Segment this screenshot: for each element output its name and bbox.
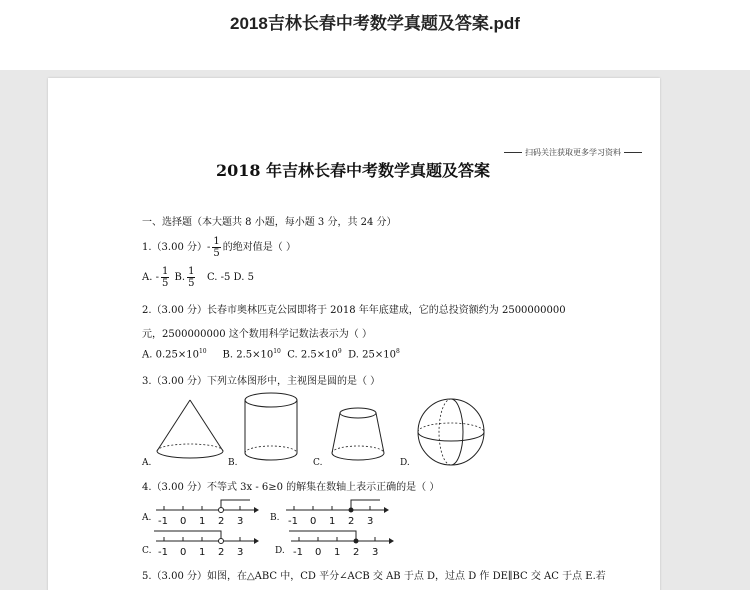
question-3: 3.（3.00 分）下列立体图形中，主视图是圆的是（ ） [142, 376, 381, 387]
question-1 [142, 236, 296, 259]
question-1-options [142, 266, 254, 289]
q1-option-a-fraction [161, 266, 169, 289]
number-line-d-tick-0: 0 [315, 547, 322, 558]
number-line-b-tick-0: 0 [310, 516, 317, 527]
q1-fraction [212, 236, 220, 259]
number-line-d-tick-3: 3 [372, 547, 379, 558]
q1-option-a: A. - [142, 272, 159, 283]
q1-option-a-denominator: 5 [161, 278, 169, 289]
number-line-d-tick-1: 1 [334, 547, 341, 558]
q1-option-a-numerator: 1 [161, 266, 169, 277]
q3-option-b-letter: B. [228, 458, 238, 468]
q2-option-b-exponent: 10 [273, 348, 281, 355]
q1-option-b-numerator: 1 [188, 266, 195, 277]
document-title: 2018 年吉林长春中考数学真题及答案 [215, 161, 491, 180]
q2-option-d-exponent: 8 [395, 348, 400, 355]
q4-option-c-letter: C. [142, 546, 152, 556]
question-4: 4.（3.00 分）不等式 3x - 6≥0 的解集在数轴上表示正确的是（ ） [142, 482, 440, 493]
q3-option-c-letter: C. [313, 458, 323, 468]
number-line-c-tick-2: 2 [218, 547, 225, 558]
number-line-a-tick-1: 1 [199, 516, 206, 527]
q2-option-a: A. 0.25×10 [142, 349, 199, 361]
q3-option-d-letter: D. [400, 458, 410, 468]
q4-option-a-letter: A. [142, 513, 152, 523]
frustum-figure [325, 403, 391, 465]
question-2-line-1: 2.（3.00 分）长春市奥林匹克公园即将于 2018 年年底建成，它的总投资额约为 2500000000 [142, 305, 566, 316]
q2-option-a-exponent: 10 [198, 348, 207, 355]
viewer-header [0, 0, 750, 70]
cylinder-figure [238, 390, 304, 466]
q1-minus: - [207, 242, 211, 253]
number-line-d [285, 527, 395, 561]
number-line-a [150, 496, 260, 530]
number-line-a-tick-2: 2 [218, 516, 225, 527]
section-heading: 一、选择题（本大题共 8 小题，每小题 3 分，共 24 分） [142, 217, 397, 228]
q2-option-c-exponent: 9 [337, 348, 342, 355]
question-2-options [142, 348, 400, 360]
q2-option-c: C. 2.5×10 [287, 349, 338, 361]
question-2-line-2: 元，2500000000 这个数用科学记数法表示为（ ） [142, 329, 372, 340]
number-line-b-tick-1: 1 [329, 516, 336, 527]
q4-option-b-letter: B. [270, 513, 280, 523]
number-line-b-tick-3: 3 [367, 516, 374, 527]
qr-banner [501, 147, 645, 158]
q1-fraction-numerator: 1 [213, 236, 220, 247]
number-line-a-tick-neg1: -1 [158, 516, 168, 527]
number-line-c [150, 527, 260, 561]
number-line-b-tick-neg1: -1 [288, 516, 298, 527]
q1-option-b: B. [174, 272, 186, 283]
question-5: 5.（3.00 分）如图，在△ABC 中，CD 平分∠ACB 交 AB 于点 D，过点 D 作 DE∥BC 交 AC 于点 E.若 [142, 571, 606, 582]
number-line-d-tick-neg1: -1 [293, 547, 303, 558]
number-line-c-tick-1: 1 [199, 547, 206, 558]
q1-option-cd: C. -5 D. 5 [206, 272, 254, 283]
cone-figure [150, 396, 230, 464]
sphere-figure [413, 396, 489, 468]
q1-option-b-denominator: 5 [188, 278, 195, 289]
file-title: 2018吉林长春中考数学真题及答案.pdf [230, 14, 520, 33]
number-line-c-tick-neg1: -1 [158, 547, 168, 558]
number-line-b-tick-2: 2 [348, 516, 355, 527]
banner-dash-left [504, 152, 522, 153]
number-line-c-tick-3: 3 [237, 547, 244, 558]
q1-suffix: 的绝对值是（ ） [222, 242, 296, 253]
q1-option-b-fraction [187, 266, 195, 289]
number-line-d-tick-2: 2 [353, 547, 360, 558]
number-line-a-tick-0: 0 [180, 516, 187, 527]
q1-fraction-denominator: 5 [213, 248, 220, 259]
q2-option-b: B. 2.5×10 [222, 349, 274, 361]
q3-option-a-letter: A. [142, 458, 152, 468]
banner-text: 扫码关注获取更多学习资料 [525, 148, 621, 157]
banner-dash-right [624, 152, 642, 153]
number-line-c-tick-0: 0 [180, 547, 187, 558]
number-line-a-tick-3: 3 [237, 516, 244, 527]
q2-option-d: D. 25×10 [348, 349, 396, 361]
q4-option-d-letter: D. [275, 546, 285, 556]
number-line-b [280, 496, 390, 530]
q1-prefix: 1.（3.00 分） [142, 242, 207, 253]
